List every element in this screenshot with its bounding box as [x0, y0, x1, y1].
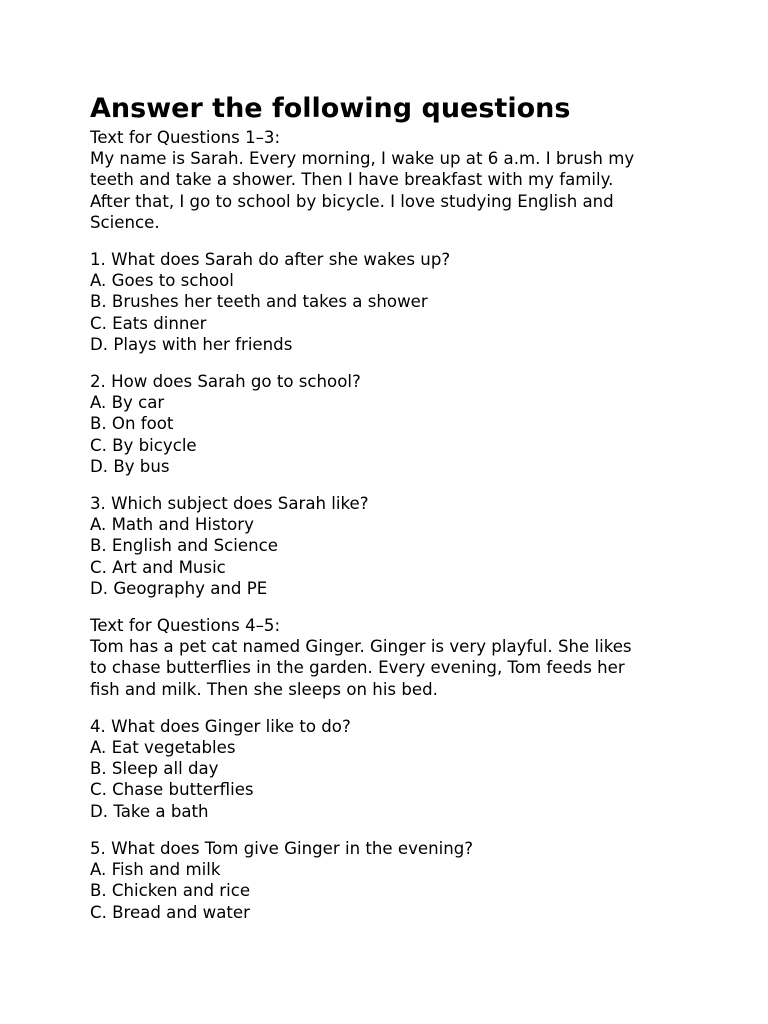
passage-2-line: fish and milk. Then she sleeps on his bed. — [90, 679, 438, 699]
passage-1-line: My name is Sarah. Every morning, I wake up at 6 a.m. I brush my — [90, 149, 635, 169]
question-2 — [90, 371, 730, 477]
spacer — [90, 477, 730, 493]
passage-2-line: to chase butterflies in the garden. Every evening, Tom feeds her — [90, 658, 625, 678]
question-3 — [90, 493, 730, 599]
question-4-option-c: C. Chase butterflies — [90, 780, 254, 800]
question-1-option-b: B. Brushes her teeth and takes a shower — [90, 292, 428, 312]
passage-1-line: After that, I go to school by bicycle. I love studying English and — [90, 191, 614, 211]
question-2-option-d: D. By bus — [90, 456, 170, 476]
question-2-option-c: C. By bicycle — [90, 435, 197, 455]
passage-2-line: Tom has a pet cat named Ginger. Ginger is very playful. She likes — [90, 637, 632, 657]
question-2-option-a: A. By car — [90, 393, 165, 413]
passage-1-line: teeth and take a shower. Then I have breakfast with my family. — [90, 170, 614, 190]
question-2-option-b: B. On foot — [90, 414, 174, 434]
spacer — [90, 355, 730, 371]
question-5-option-a: A. Fish and milk — [90, 860, 221, 880]
question-5-option-c: C. Bread and water — [90, 902, 250, 922]
question-1-option-c: C. Eats dinner — [90, 313, 207, 333]
passage-1 — [90, 127, 730, 233]
question-1-option-d: D. Plays with her friends — [90, 334, 293, 354]
question-1 — [90, 249, 730, 355]
question-1-option-a: A. Goes to school — [90, 271, 234, 291]
document-page — [90, 91, 730, 923]
passage-1-heading: Text for Questions 1–3: — [90, 128, 281, 147]
question-1-text: 1. What does Sarah do after she wakes up? — [90, 250, 451, 270]
question-4 — [90, 716, 730, 822]
question-4-option-b: B. Sleep all day — [90, 759, 219, 779]
question-3-text: 3. Which subject does Sarah like? — [90, 494, 369, 514]
question-4-option-d: D. Take a bath — [90, 801, 209, 821]
spacer — [90, 233, 730, 249]
question-5-text: 5. What does Tom give Ginger in the evening? — [90, 838, 474, 858]
question-3-option-a: A. Math and History — [90, 515, 254, 535]
question-3-option-c: C. Art and Music — [90, 557, 226, 577]
spacer — [90, 700, 730, 716]
passage-2 — [90, 615, 730, 700]
question-5 — [90, 838, 730, 923]
question-5-option-b: B. Chicken and rice — [90, 881, 251, 901]
question-3-option-d: D. Geography and PE — [90, 578, 268, 598]
question-3-option-b: B. English and Science — [90, 536, 278, 556]
question-4-option-a: A. Eat vegetables — [90, 738, 236, 758]
passage-1-line: Science. — [90, 212, 160, 232]
passage-2-heading: Text for Questions 4–5: — [90, 616, 281, 636]
question-2-text: 2. How does Sarah go to school? — [90, 372, 361, 392]
spacer — [90, 599, 730, 615]
question-4-text: 4. What does Ginger like to do? — [90, 716, 351, 736]
spacer — [90, 822, 730, 838]
page-title: Answer the following questions — [90, 93, 571, 124]
